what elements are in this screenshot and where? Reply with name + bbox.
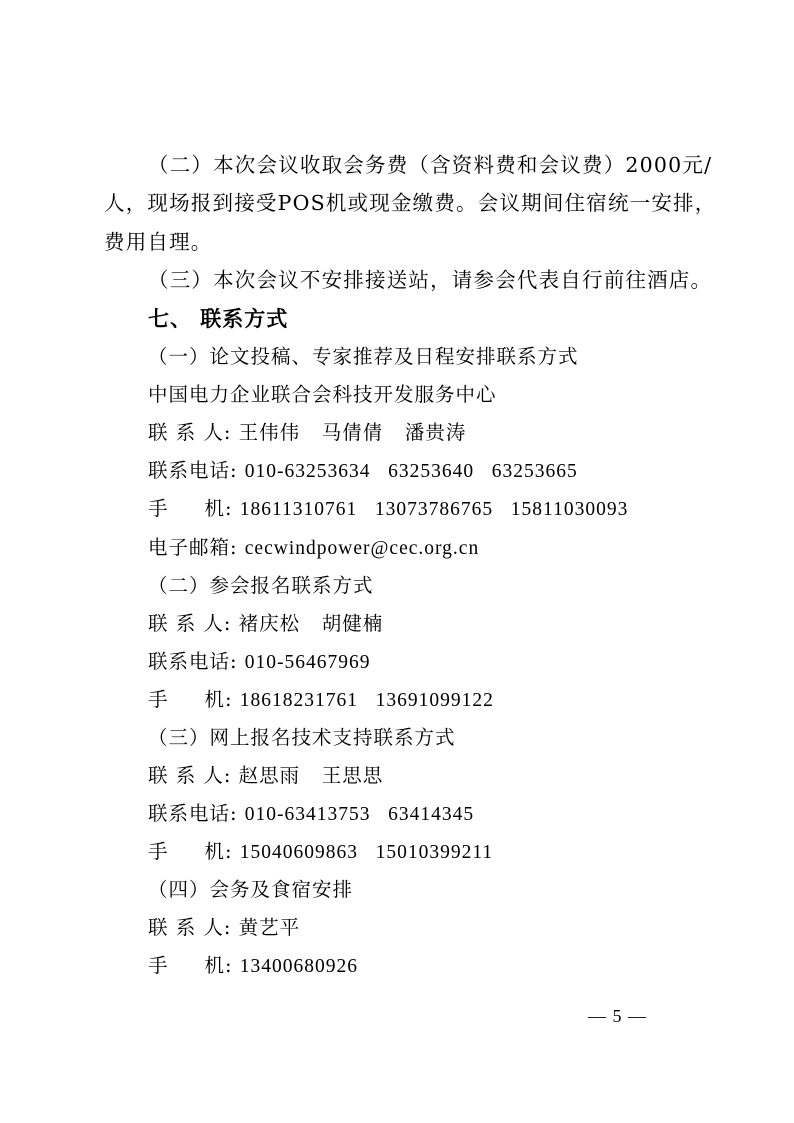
- phone-label: 联系电话:: [148, 650, 238, 673]
- group4-contact-row: [148, 915, 300, 941]
- phone-numbers: 010-56467969: [244, 652, 371, 673]
- contact-section-heading: 七、 联系方式: [148, 306, 289, 331]
- group2-title: （二）参会报名联系方式: [148, 574, 374, 597]
- group1-phone-row: [148, 458, 578, 485]
- contact-person-names: 黄艺平: [238, 916, 301, 939]
- contact-person-label: 联 系 人:: [148, 916, 232, 939]
- fee-paragraph-line-2: 人，现场报到接受POS机或现金缴费。会议期间住宿统一安排，: [104, 191, 717, 215]
- phone-numbers: 010-63253634 63253640 63253665: [244, 461, 578, 482]
- phone-label: 联系电话:: [148, 802, 238, 825]
- mobile-label: 手 机:: [148, 497, 233, 520]
- mobile-label: 手 机:: [148, 954, 233, 977]
- fee-paragraph-line-1: （二）本次会议收取会务费（含资料费和会议费）2000元/: [148, 153, 713, 177]
- group1-mobile-row: [148, 496, 628, 523]
- mobile-label: 手 机:: [148, 688, 233, 711]
- group1-contact-row: [148, 420, 466, 446]
- contact-person-names: 褚庆松 胡健楠: [238, 612, 384, 635]
- group3-title: （三）网上报名技术支持联系方式: [148, 726, 456, 749]
- email-address: cecwindpower@cec.org.cn: [244, 538, 480, 559]
- mobile-numbers: 18611310761 13073786765 15811030093: [239, 499, 629, 520]
- page-number: — 5 —: [588, 1006, 647, 1026]
- phone-numbers: 010-63413753 63414345: [244, 804, 475, 825]
- mobile-numbers: 15040609863 15010399211: [239, 842, 494, 863]
- group2-phone-row: [148, 649, 371, 676]
- contact-person-names: 王伟伟 马倩倩 潘贵涛: [238, 421, 467, 444]
- mobile-numbers: 18618231761 13691099122: [239, 690, 494, 711]
- phone-label: 联系电话:: [148, 459, 238, 482]
- mobile-label: 手 机:: [148, 840, 233, 863]
- contact-person-label: 联 系 人:: [148, 421, 232, 444]
- mobile-numbers: 13400680926: [239, 956, 359, 977]
- group1-organization: 中国电力企业联合会科技开发服务中心: [148, 383, 497, 406]
- email-label: 电子邮箱:: [148, 536, 238, 559]
- group2-contact-row: [148, 611, 383, 637]
- group4-title: （四）会务及食宿安排: [148, 878, 354, 901]
- fee-paragraph-line-3: 费用自理。: [104, 230, 213, 254]
- group3-contact-row: [148, 763, 383, 789]
- group4-mobile-row: [148, 953, 358, 980]
- contact-person-names: 赵思雨 王思思: [238, 764, 384, 787]
- contact-person-label: 联 系 人:: [148, 612, 232, 635]
- group3-mobile-row: [148, 839, 493, 866]
- transport-paragraph: （三）本次会议不安排接送站，请参会代表自行前往酒店。: [148, 268, 713, 292]
- group1-email-row: [148, 535, 479, 562]
- contact-person-label: 联 系 人:: [148, 764, 232, 787]
- group3-phone-row: [148, 801, 474, 828]
- group1-title: （一）论文投稿、专家推荐及日程安排联系方式: [148, 345, 579, 368]
- group2-mobile-row: [148, 687, 494, 714]
